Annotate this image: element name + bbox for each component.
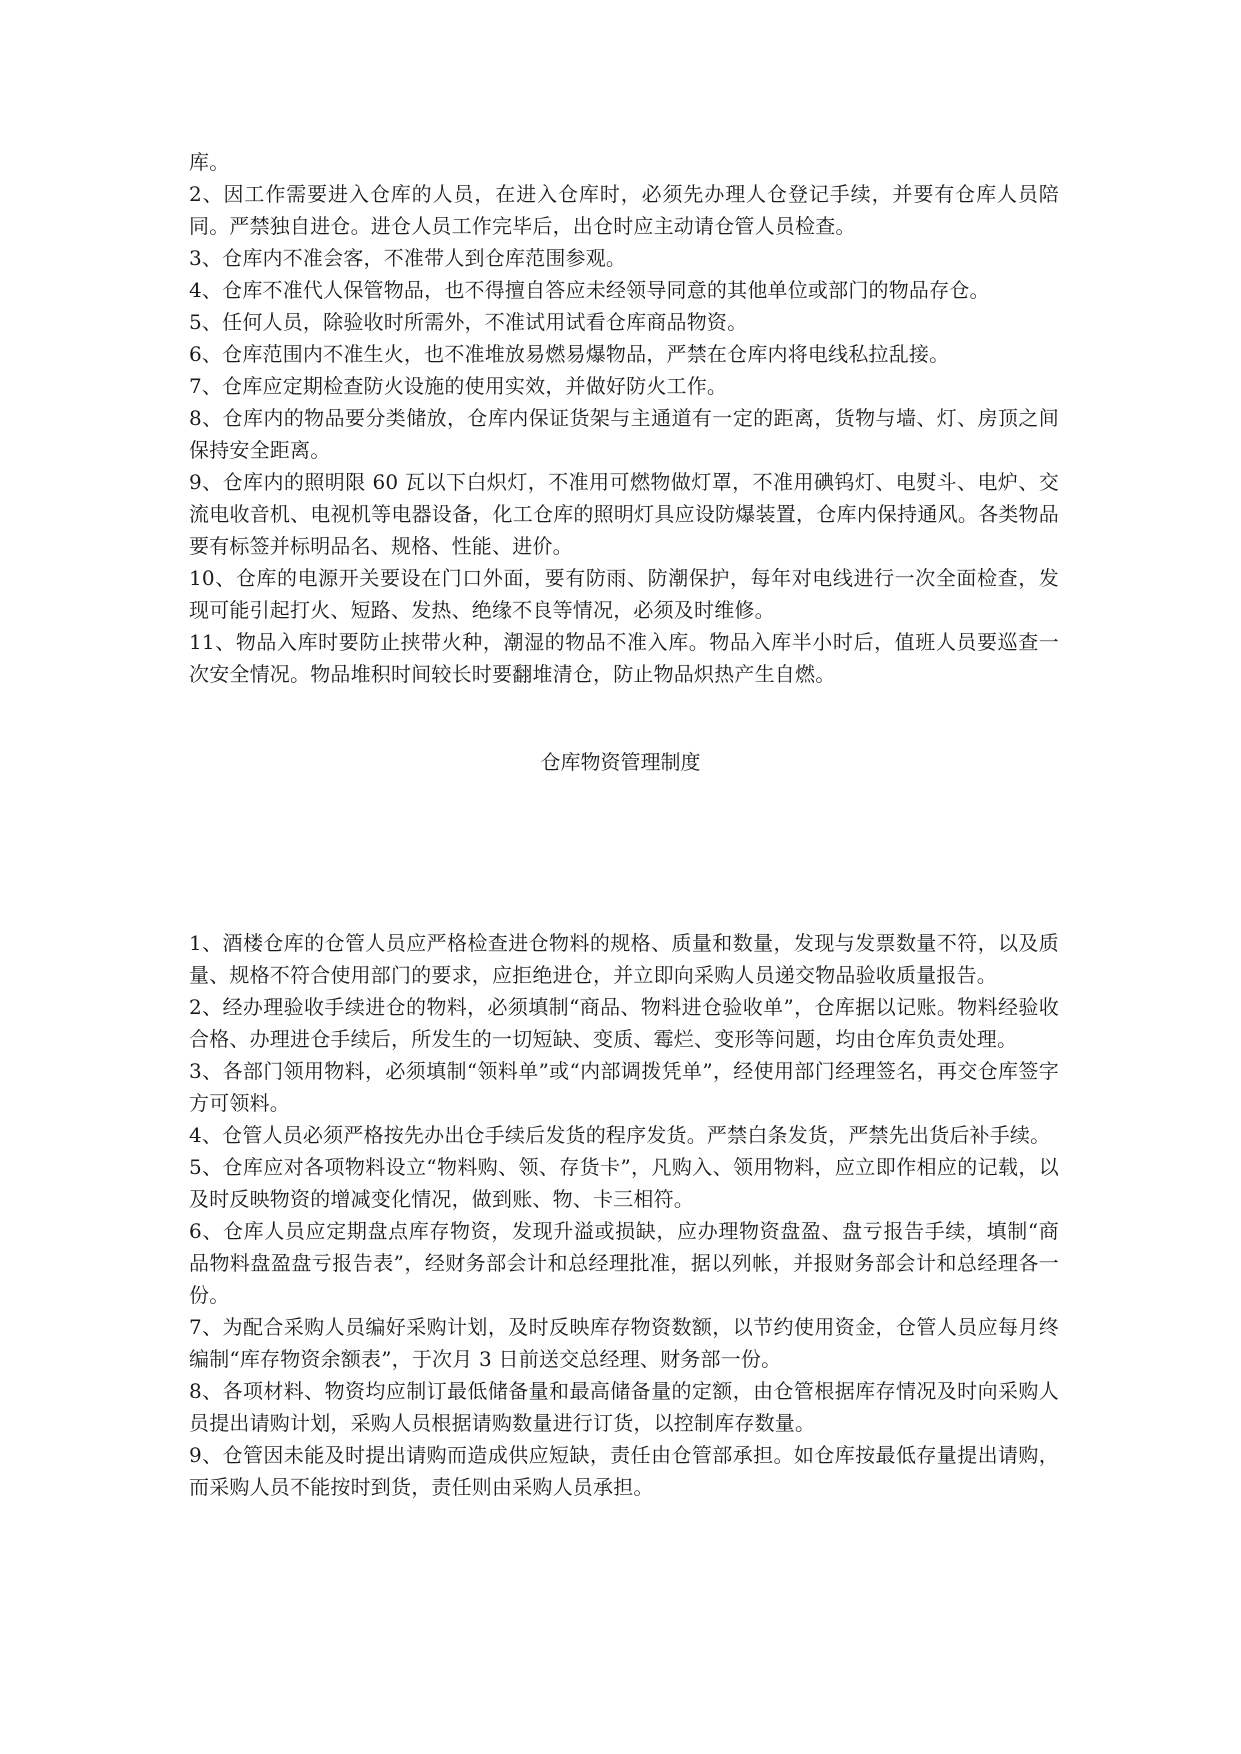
safety-rules-section: [189, 146, 1059, 690]
paragraph: 9、仓管因未能及时提出请购而造成供应短缺，责任由仓管部承担。如仓库按最低存量提出请购，而采购人员不能按时到货，责任则由采购人员承担。: [189, 1443, 1059, 1499]
paragraph: 2、因工作需要进入仓库的人员，在进入仓库时，必须先办理人仓登记手续，并要有仓库人员陪同。严禁独自进仓。进仓人员工作完毕后，出仓时应主动请仓管人员检查。: [189, 182, 1059, 238]
paragraph: 11、物品入库时要防止挟带火种，潮湿的物品不准入库。物品入库半小时后，值班人员要巡查一次安全情况。物品堆积时间较长时要翻堆清仓，防止物品炽热产生自燃。: [189, 630, 1059, 686]
paragraph: 2、经办理验收手续进仓的物料，必须填制“商品、物料进仓验收单”，仓库据以记账。物料经验收合格、办理进仓手续后，所发生的一切短缺、变质、霉烂、变形等问题，均由仓库负责处理。: [189, 995, 1059, 1051]
section-title: 仓库物资管理制度: [540, 750, 701, 774]
paragraph: 4、仓管人员必须严格按先办出仓手续后发货的程序发货。严禁白条发货，严禁先出货后补手续。: [189, 1123, 1051, 1147]
materials-management-section: [189, 927, 1059, 1503]
paragraph: 3、各部门领用物料，必须填制“领料单”或“内部调拨凭单”，经使用部门经理签名，再交仓库签字方可领料。: [189, 1059, 1059, 1115]
paragraph: 8、仓库内的物品要分类储放，仓库内保证货架与主通道有一定的距离，货物与墙、灯、房顶之间保持安全距离。: [189, 406, 1059, 462]
paragraph: 7、为配合采购人员编好采购计划，及时反映库存物资数额，以节约使用资金，仓管人员应每月终编制“库存物资余额表”，于次月 3 日前送交总经理、财务部一份。: [189, 1315, 1059, 1371]
paragraph: 10、仓库的电源开关要设在门口外面，要有防雨、防潮保护，每年对电线进行一次全面检查，发现可能引起打火、短路、发热、绝缘不良等情况，必须及时维修。: [189, 566, 1059, 622]
paragraph: 9、仓库内的照明限 60 瓦以下白炽灯，不准用可燃物做灯罩，不准用碘钨灯、电熨斗、电炉、交流电收音机、电视机等电器设备，化工仓库的照明灯具应设防爆装置，仓库内保持通风。各类物品要有标签并标明品名、规格、性能、进价。: [189, 470, 1059, 558]
paragraph: 库。: [189, 150, 230, 174]
paragraph: 1、酒楼仓库的仓管人员应严格检查进仓物料的规格、质量和数量，发现与发票数量不符，以及质量、规格不符合使用部门的要求，应拒绝进仓，并立即向采购人员递交物品验收质量报告。: [189, 931, 1059, 987]
paragraph: 3、仓库内不准会客，不准带人到仓库范围参观。: [189, 246, 627, 270]
paragraph: 6、仓库人员应定期盘点库存物资，发现升溢或损缺，应办理物资盘盈、盘亏报告手续，填制“商品物料盘盈盘亏报告表”，经财务部会计和总经理批准，据以列帐，并报财务部会计和总经理各一份。: [189, 1219, 1059, 1307]
paragraph: 8、各项材料、物资均应制订最低储备量和最高储备量的定额，由仓管根据库存情况及时向采购人员提出请购计划，采购人员根据请购数量进行订货，以控制库存数量。: [189, 1379, 1059, 1435]
paragraph: 5、仓库应对各项物料设立“物料购、领、存货卡”，凡购入、领用物料，应立即作相应的记载，以及时反映物资的增减变化情况，做到账、物、卡三相符。: [189, 1155, 1059, 1211]
paragraph: 5、任何人员，除验收时所需外，不准试用试看仓库商品物资。: [189, 310, 748, 334]
paragraph: 6、仓库范围内不准生火，也不准堆放易燃易爆物品，严禁在仓库内将电线私拉乱接。: [189, 342, 950, 366]
paragraph: 4、仓库不准代人保管物品，也不得擅自答应未经领导同意的其他单位或部门的物品存仓。: [189, 278, 990, 302]
paragraph: 7、仓库应定期检查防火设施的使用实效，并做好防火工作。: [189, 374, 728, 398]
